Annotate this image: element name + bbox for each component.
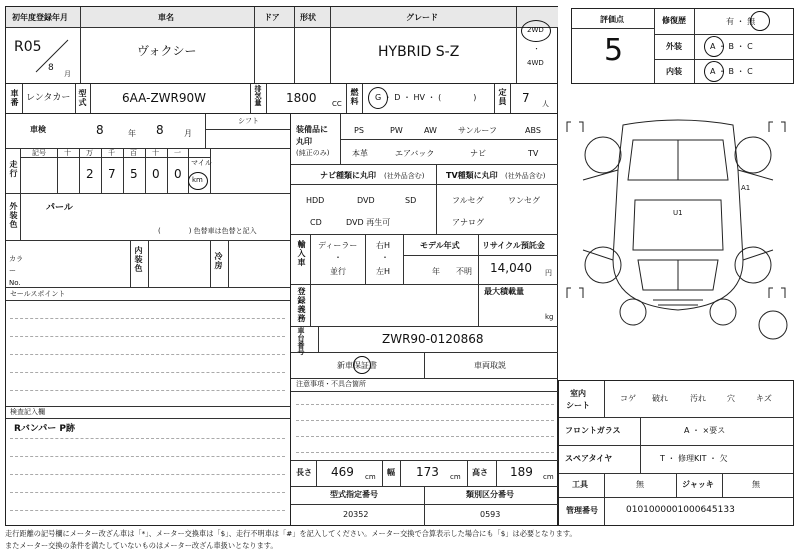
length-label: 長さ [296, 468, 312, 477]
equip-airbag: エアバック [395, 149, 435, 158]
height-value: 189 [510, 465, 533, 479]
spare-label: スペアタイヤ [565, 454, 613, 463]
salespoint-label: セールスポイント [10, 290, 66, 298]
interior-label: 内装 [666, 67, 682, 76]
windshield-label: フロントガラス [565, 426, 621, 435]
score-value: 5 [604, 33, 624, 68]
import-parallel: 並行 [330, 267, 346, 276]
category-no-value: 0593 [480, 510, 501, 519]
mileage-digit-1: 2 [86, 167, 94, 181]
grade-value: HYBRID S-Z [378, 44, 460, 60]
kg-unit: kg [545, 313, 554, 321]
equip-ps: PS [354, 126, 364, 135]
interior-color-label: 内装色 [134, 246, 143, 273]
navi-sd: SD [405, 196, 417, 205]
cooling-label: 冷房 [214, 252, 223, 270]
model-year-unit: 年 [432, 267, 440, 276]
mileage-col-1: 万 [86, 149, 93, 157]
import-right: 右H [376, 241, 391, 250]
import-left: 左H [376, 267, 391, 276]
import-label: 輸入車 [297, 240, 306, 267]
tools-label: 工具 [572, 480, 588, 489]
seat-burn: コゲ [620, 394, 636, 403]
footer-line-1: 走行距離の記号欄にメーター改ざん車は「*」、メーター交換車は「$」、走行不明車は「#」を記入してください。メーター交換で合算表示した場合にも「$」は必要となります。 [5, 529, 577, 538]
notes-label: 注意事項・不具合箇所 [296, 380, 366, 388]
syaban-label: 車番 [10, 89, 19, 107]
height-unit: cm [543, 473, 554, 481]
interior-a-circle [704, 61, 724, 82]
seat-stain: 汚れ [690, 394, 706, 403]
mileage-mark-header: 記号 [32, 149, 46, 157]
color-value: パール [46, 203, 73, 213]
rental-label: レンタカー [26, 93, 71, 103]
fuel-options: G ・ D ・ HV ・ ( ) [375, 93, 477, 102]
seat-hole: 穴 [727, 394, 735, 403]
chassis-label: 車台番号 [297, 327, 305, 355]
import-dot-2: ・ [381, 253, 389, 262]
equipment-label-3: (純正のみ) [296, 149, 330, 157]
capacity-value: 7 [522, 91, 530, 105]
jack-label: ジャッキ [682, 480, 714, 489]
interior-sheet-label-2: シート [566, 401, 590, 410]
jack-value: 無 [752, 480, 760, 489]
manage-value: 0101000001000645133 [626, 505, 735, 515]
car-name-label: 車名 [158, 13, 174, 22]
chassis-value: ZWR90-0120868 [382, 332, 484, 346]
drive-2wd: 2WD [527, 26, 544, 34]
exterior-a-circle [704, 36, 724, 57]
equipment-label-1: 装備品に [296, 125, 328, 134]
door-label: ドア [264, 13, 280, 22]
inspector-label: 検査記入欄 [10, 408, 45, 416]
exterior-label: 外装 [666, 42, 682, 51]
mileage-col-5: 一 [174, 149, 181, 157]
inspection-year: 8 [96, 123, 104, 137]
fuel-g-circle [368, 87, 388, 109]
warranty-label: 新車保証書 [337, 361, 377, 370]
manual-label: 車両取説 [474, 361, 506, 370]
navi-label-small: (社外品含む) [384, 172, 425, 180]
color-note: ( ) 色替車は色替と記入 [158, 227, 257, 235]
inspection-month: 8 [156, 123, 164, 137]
model-year-label: モデル年式 [420, 241, 460, 250]
cc-unit: CC [332, 100, 342, 108]
navi-cd: CD [310, 218, 322, 227]
warranty-circle [353, 356, 371, 374]
inspection-month-unit: 月 [184, 129, 192, 138]
mileage-digit-4: 0 [152, 167, 160, 181]
type-no-label: 型式指定番号 [330, 490, 378, 499]
diagram-mark-u1: U1 [673, 209, 683, 217]
inspection-year-unit: 年 [128, 129, 136, 138]
model-year-unknown: 不明 [456, 267, 472, 276]
diagram-mark-a1: A1 [741, 184, 751, 192]
fuel-label: 燃料 [350, 88, 359, 106]
capacity-label: 定員 [498, 88, 507, 106]
person-unit: 人 [542, 100, 549, 108]
mileage-col-4: 十 [152, 149, 159, 157]
tv-oneseg: ワンセグ [508, 196, 540, 205]
mileage-label: 走行 [9, 160, 18, 178]
shape-label: 形状 [300, 13, 316, 22]
km-label: km [192, 176, 203, 184]
width-value: 173 [416, 465, 439, 479]
navi-dvd: DVD [357, 196, 375, 205]
equip-tv: TV [528, 149, 539, 158]
header-band [6, 7, 558, 27]
equip-sunroof: サンルーフ [458, 126, 497, 135]
footer-line-2: またメーター交換の条件を満たしていないものはメーター改ざん車扱いとなります。 [5, 541, 278, 550]
manage-label: 管理番号 [566, 506, 598, 515]
interior-options: A ・ B ・ C [710, 67, 753, 76]
tv-fullseg: フルセグ [452, 196, 484, 205]
interior-sheet-label-1: 室内 [570, 389, 586, 398]
drive-dot: ・ [533, 45, 540, 53]
import-dealer: ディーラー [318, 241, 358, 250]
windshield-value: A ・ ×要ス [684, 426, 726, 435]
color-no-label: カラー No. [9, 255, 23, 287]
tv-label-small: (社外品含む) [505, 172, 546, 180]
shift-label: シフト [238, 117, 259, 125]
length-unit: cm [365, 473, 376, 481]
max-load-label: 最大積載量 [484, 287, 524, 296]
first-reg-value: R05 [14, 39, 42, 55]
type-no-value: 20352 [343, 510, 369, 519]
first-reg-label: 初年度登録年月 [12, 13, 68, 22]
exterior-options: A ・ B ・ C [710, 42, 753, 51]
repair-label: 修復歴 [662, 16, 686, 25]
inspection-label: 車検 [30, 125, 46, 134]
equip-pw: PW [390, 126, 403, 135]
color-label: 外装色 [9, 202, 18, 229]
mileage-col-0: 十 [64, 149, 71, 157]
equipment-label-2: 丸印 [296, 137, 312, 146]
car-name-value: ヴォクシー [137, 44, 197, 58]
navi-label: ナビ種類に丸印 [320, 171, 376, 180]
mileage-digit-2: 7 [108, 167, 116, 181]
first-reg-month: 8 [48, 63, 54, 73]
drive-4wd: 4WD [527, 59, 544, 67]
repair-options: 有 ・ 無 [726, 17, 756, 26]
equip-navi: ナビ [470, 149, 486, 158]
width-label: 幅 [387, 468, 395, 477]
grade-label: グレード [406, 13, 438, 22]
inspector-note: Rバンパー P跡 [14, 424, 76, 434]
car-diagram [563, 110, 793, 375]
recycle-label: リサイクル預託金 [482, 241, 545, 250]
mile-label: マイル [191, 159, 212, 167]
model-value: 6AA-ZWR90W [122, 91, 207, 105]
repair-none-circle [750, 11, 770, 31]
form-frame [5, 6, 558, 526]
tv-label: TV種類に丸印 [446, 171, 498, 180]
tv-analog: アナログ [452, 218, 484, 227]
tools-value: 無 [636, 480, 644, 489]
seat-scratch: キズ [756, 394, 772, 403]
car-diagram-svg [563, 110, 793, 375]
spare-value: T ・ 修理KIT ・ 欠 [660, 454, 728, 463]
width-unit: cm [450, 473, 461, 481]
first-reg-month-unit: 月 [64, 70, 71, 78]
model-label: 型式 [78, 89, 87, 107]
displacement-label: 排気量 [254, 85, 262, 106]
recycle-value: 14,040 [490, 261, 532, 275]
mileage-digit-3: 5 [130, 167, 138, 181]
reg-label: 登録義務 [297, 287, 306, 323]
category-no-label: 類別区分番号 [466, 490, 514, 499]
navi-hdd: HDD [306, 196, 325, 205]
mileage-digit-5: 0 [174, 167, 182, 181]
displacement-value: 1800 [286, 91, 317, 105]
import-dot: ・ [334, 253, 342, 262]
yen-unit: 円 [545, 269, 552, 277]
mileage-col-2: 千 [108, 149, 115, 157]
height-label: 高さ [472, 468, 488, 477]
seat-tear: 破れ [652, 394, 668, 403]
length-value: 469 [331, 465, 354, 479]
navi-dvd-play: DVD 再生可 [346, 218, 391, 227]
equip-abs: ABS [525, 126, 541, 135]
mileage-col-3: 百 [130, 149, 137, 157]
equip-aw: AW [424, 126, 437, 135]
equip-leather: 本革 [352, 149, 368, 158]
score-label: 評価点 [600, 15, 624, 24]
